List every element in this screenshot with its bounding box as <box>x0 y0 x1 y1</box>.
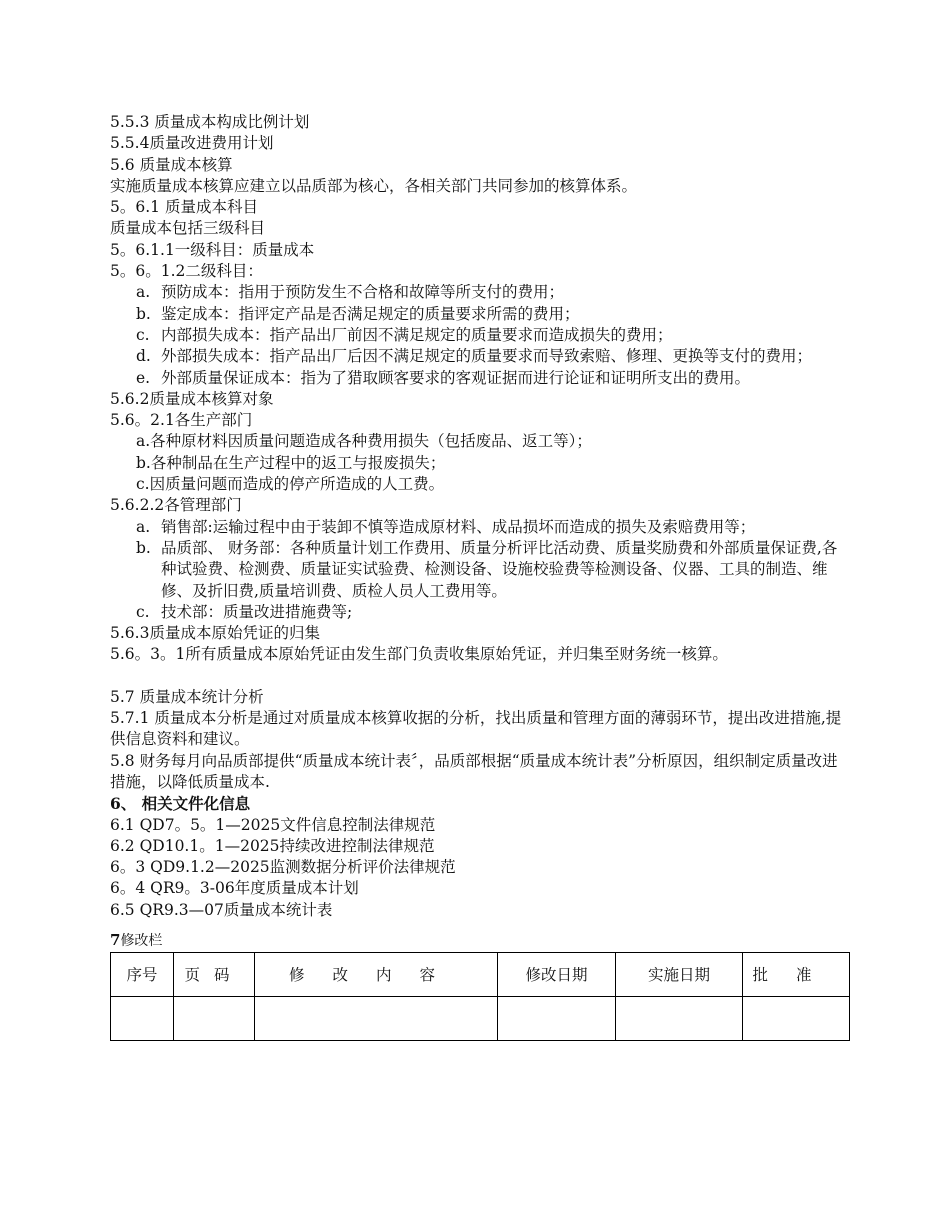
line-5612: 5。6。1.2二级科目： <box>110 262 263 281</box>
revision-section-number: 7 <box>110 930 121 949</box>
table-cell[interactable] <box>743 996 850 1040</box>
revision-section-title: 修改栏 <box>120 932 163 949</box>
paragraph-58: 5.8 财务每月向品质部提供“质量成本统计表〞，品质部根据“质量成本统计表”分析原因，组织制定质量改进措施，以降低质量成本. <box>110 751 838 791</box>
list-text: 鉴定成本：指评定产品是否满足规定的质量要求所需的费用； <box>161 304 580 323</box>
line-5621: 5.6。2.1各生产部门 <box>110 411 253 430</box>
list-item <box>110 282 850 303</box>
list-text: 外部损失成本：指产品出厂后因不满足规定的质量要求而导致索赔、修理、更换等支付的费用； <box>161 347 813 366</box>
line-554: 5.5.4质量改进费用计划 <box>110 134 274 153</box>
list-item <box>110 325 850 346</box>
list-item: b.各种制品在生产过程中的返工与报废损失； <box>136 453 446 472</box>
list-text: 内部损失成本：指产品出厂前因不满足规定的质量要求而造成损失的费用； <box>161 325 673 344</box>
list-text: 品质部、 财务部：各种质量计划工作费用、质量分析评比活动费、质量奖励费和外部质量保证费,各种试验费、检测费、质量证实试验费、检测设备、设施校验费等检测设备、仪器、工具的制造、维修、及折旧费,质量培训费、质检人员人工费用等。 <box>161 538 838 600</box>
list-item <box>110 517 850 538</box>
list-marker: d. <box>136 347 151 366</box>
line-562: 5.6.2质量成本核算对象 <box>110 389 274 408</box>
list-item: a.各种原材料因质量问题造成各种费用损失（包括废品、返工等）； <box>136 432 592 451</box>
doc-reference: 6.5 QR9.3—07质量成本统计表 <box>110 900 333 919</box>
list-marker: b. <box>136 538 151 557</box>
list-marker: b. <box>136 304 151 323</box>
line-5-6-intro: 实施质量成本核算应建立以品质部为核心，各相关部门共同参加的核算体系。 <box>110 176 638 195</box>
list-item <box>110 368 850 389</box>
list-item <box>110 346 850 367</box>
doc-reference: 6。4 QR9。3-06年度质量成本计划 <box>110 879 359 898</box>
line-5611: 5。6.1.1一级科目：质量成本 <box>110 240 315 259</box>
list-text: 预防成本：指用于预防发生不合格和故障等所支付的费用； <box>161 283 565 302</box>
line-553: 5.5.3 质量成本构成比例计划 <box>110 113 310 131</box>
table-cell[interactable] <box>255 996 498 1040</box>
list-marker: c. <box>136 325 150 344</box>
col-header-seq: 序号 <box>111 952 174 996</box>
list-marker: a. <box>136 283 151 302</box>
line-561-desc: 质量成本包括三级科目 <box>110 219 266 238</box>
line-5631: 5.6。3。1所有质量成本原始凭证由发生部门负责收集原始凭证，并归集至财务统一核算。 <box>110 645 728 664</box>
col-header-implement-date: 实施日期 <box>616 952 743 996</box>
section-6-heading: 6、 相关文件化信息 <box>110 794 251 814</box>
table-row <box>111 996 850 1040</box>
col-header-page: 页码 <box>174 952 255 996</box>
list-text: 技术部：质量改进措施费等; <box>161 602 353 621</box>
list-item: c.因质量问题而造成的停产所造成的人工费。 <box>136 475 445 494</box>
list-marker: e. <box>136 368 151 387</box>
doc-reference: 6。3 QD9.1.2—2025监测数据分析评价法律规范 <box>110 858 456 877</box>
list-text: 销售部:运输过程中由于装卸不慎等造成原材料、成品损坏而造成的损失及索赔费用等； <box>161 517 756 536</box>
revision-table <box>110 952 850 1041</box>
table-cell[interactable] <box>616 996 743 1040</box>
list-marker: c. <box>136 602 150 621</box>
line-561: 5。6.1 质量成本科目 <box>110 198 258 217</box>
list-item <box>110 602 850 623</box>
list-item <box>110 538 850 602</box>
spacer <box>110 666 850 687</box>
paragraph-571: 5.7.1 质量成本分析是通过对质量成本核算收据的分析，找出质量和管理方面的薄弱环节，提出改进措施,提供信息资料和建议。 <box>110 709 842 749</box>
revision-table-label <box>110 931 850 950</box>
col-header-revise-date: 修改日期 <box>498 952 616 996</box>
list-text: 外部质量保证成本：指为了猎取顾客要求的客观证据而进行论证和证明所支出的费用。 <box>161 368 751 387</box>
table-cell[interactable] <box>498 996 616 1040</box>
list-marker: a. <box>136 517 151 536</box>
table-header-row <box>111 952 850 996</box>
document-body <box>110 112 850 1041</box>
line-563: 5.6.3质量成本原始凭证的归集 <box>110 624 320 643</box>
table-cell[interactable] <box>174 996 255 1040</box>
col-header-content: 修改内容 <box>255 952 498 996</box>
table-cell[interactable] <box>111 996 174 1040</box>
col-header-approve: 批准 <box>743 952 850 996</box>
doc-reference: 6.2 QD10.1。1—2025持续改进控制法律规范 <box>110 836 435 855</box>
section-5-7-heading: 5.7 质量成本统计分析 <box>110 687 264 706</box>
doc-reference: 6.1 QD7。5。1—2025文件信息控制法律规范 <box>110 815 436 834</box>
section-5-6-heading: 5.6 质量成本核算 <box>110 155 233 174</box>
line-5622: 5.6.2.2各管理部门 <box>110 496 242 515</box>
list-item <box>110 304 850 325</box>
